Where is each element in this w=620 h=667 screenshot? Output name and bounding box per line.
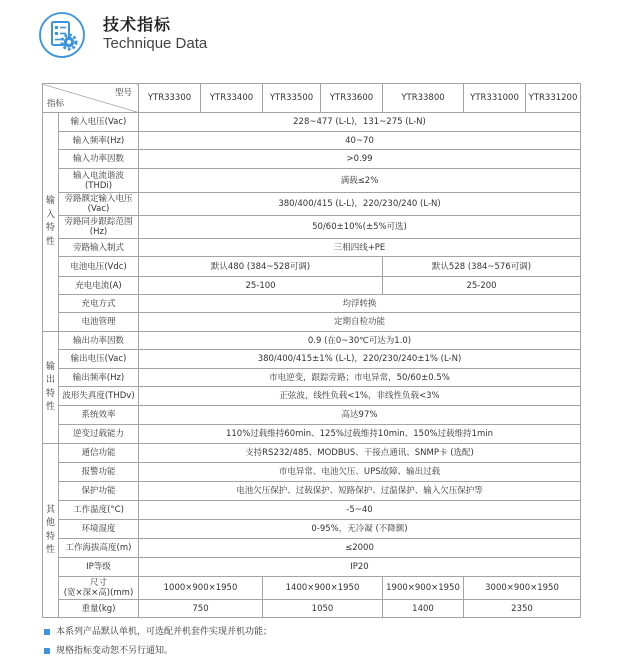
model-header: YTR331000 xyxy=(464,84,526,113)
row-altitude xyxy=(43,539,581,558)
spec-label: 输出电压(Vac) xyxy=(59,350,139,369)
spec-label: 环境湿度 xyxy=(59,520,139,539)
spec-value: 380/400/415 (L-L)，220/230/240 (L-N) xyxy=(139,193,581,216)
spec-value: 市电逆变，跟踪旁路；市电异常，50/60±0.5% xyxy=(139,369,581,387)
spec-label: 重量(kg) xyxy=(59,600,139,618)
row-charge-mode xyxy=(43,295,581,313)
row-bypass-input-system xyxy=(43,239,581,257)
row-system-efficiency xyxy=(43,406,581,425)
spec-label: 输出功率因数 xyxy=(59,332,139,350)
row-output-voltage xyxy=(43,350,581,369)
spec-value: 默认480 (384~528可调) xyxy=(139,257,383,277)
spec-label: 充电方式 xyxy=(59,295,139,313)
bullet-square-icon xyxy=(44,629,50,635)
spec-value: 1000×900×1950 xyxy=(139,577,263,600)
spec-label: 输入频率(Hz) xyxy=(59,132,139,150)
spec-label: 输入电压(Vac) xyxy=(59,113,139,132)
row-input-power-factor xyxy=(43,150,581,169)
model-header: YTR33800 xyxy=(383,84,464,113)
spec-value: 228~477 (L-L)，131~275 (L-N) xyxy=(139,113,581,132)
spec-value: 均浮转换 xyxy=(139,295,581,313)
spec-value: 3000×900×1950 xyxy=(464,577,581,600)
spec-value: 110%过载维持60min、125%过载维持10min、150%过载维持1min xyxy=(139,425,581,444)
spec-value: 满载≤2% xyxy=(139,169,581,193)
model-header: YTR33400 xyxy=(201,84,263,113)
spec-value: 40~70 xyxy=(139,132,581,150)
spec-label: 输入电流谐波 (THDi) xyxy=(59,169,139,193)
row-alarm xyxy=(43,463,581,482)
spec-value: 三相四线+PE xyxy=(139,239,581,257)
spec-value: -5~40 xyxy=(139,501,581,520)
group-label: 其他特性 xyxy=(46,504,56,555)
spec-value: 电池欠压保护、过载保护、短路保护、过温保护、输入欠压保护等 xyxy=(139,482,581,501)
model-header: YTR33300 xyxy=(139,84,201,113)
model-header: YTR331200 xyxy=(526,84,581,113)
row-battery-voltage xyxy=(43,257,581,277)
corner-cell xyxy=(43,84,139,113)
spec-value: 高达97% xyxy=(139,406,581,425)
spec-value: 0.9 (在0~30℃可达为1.0) xyxy=(139,332,581,350)
spec-value: IP20 xyxy=(139,558,581,577)
spec-value: 市电异常、电池欠压、UPS故障、输出过载 xyxy=(139,463,581,482)
spec-label: 旁路输入制式 xyxy=(59,239,139,257)
footnote-text: 本系列产品默认单机，可选配并机套件实现并机功能； xyxy=(56,627,273,637)
row-humidity xyxy=(43,520,581,539)
spec-label: 输出频率(Hz) xyxy=(59,369,139,387)
spec-label: 旁路同步跟踪范围 (Hz) xyxy=(59,216,139,239)
spec-label: 波形失真度(THDv) xyxy=(59,387,139,406)
model-header: YTR33500 xyxy=(263,84,321,113)
spec-value: 支持RS232/485、MODBUS、干接点通讯、SNMP卡 (选配) xyxy=(139,444,581,463)
bullet-square-icon xyxy=(44,648,50,654)
spec-label: 充电电流(A) xyxy=(59,277,139,295)
group-input-characteristics xyxy=(43,113,59,332)
spec-value: 750 xyxy=(139,600,263,618)
row-input-frequency xyxy=(43,132,581,150)
footnote-item xyxy=(42,627,272,637)
row-waveform-distortion xyxy=(43,387,581,406)
spec-label: 电池管理 xyxy=(59,313,139,332)
corner-index-label: 指标 xyxy=(47,99,65,109)
row-communication xyxy=(43,444,581,463)
spec-value: 默认528 (384~576可调) xyxy=(383,257,581,277)
spec-label: 系统效率 xyxy=(59,406,139,425)
row-charge-current xyxy=(43,277,581,295)
group-other-characteristics xyxy=(43,444,59,618)
spec-label: 通信功能 xyxy=(59,444,139,463)
spec-value: 1400 xyxy=(383,600,464,618)
spec-value: 25-100 xyxy=(139,277,383,295)
group-label: 输入特性 xyxy=(46,196,56,247)
corner-model-label: 型号 xyxy=(114,88,132,98)
row-output-power-factor xyxy=(43,332,581,350)
spec-value: 0-95%，无冷凝 (不降额) xyxy=(139,520,581,539)
spec-document-gear-icon xyxy=(38,11,86,59)
spec-value: 1900×900×1950 xyxy=(383,577,464,600)
row-bypass-sync-range xyxy=(43,216,581,239)
row-output-frequency xyxy=(43,369,581,387)
spec-label: 尺寸 (宽×深×高)(mm) xyxy=(59,577,139,600)
group-label: 输出特性 xyxy=(46,361,56,412)
spec-value: 25-200 xyxy=(383,277,581,295)
spec-label: 逆变过载能力 xyxy=(59,425,139,444)
footnote-item xyxy=(42,646,272,656)
model-header: YTR33600 xyxy=(321,84,383,113)
spec-value: 定期自检功能 xyxy=(139,313,581,332)
spec-label: 旁路额定输入电压 (Vac) xyxy=(59,193,139,216)
spec-value: >0.99 xyxy=(139,150,581,169)
footnotes xyxy=(42,627,272,665)
spec-label: 保护功能 xyxy=(59,482,139,501)
page-title: 技术指标 xyxy=(103,15,172,34)
page-subtitle: Technique Data xyxy=(103,35,208,52)
spec-value: 380/400/415±1% (L-L)，220/230/240±1% (L-N) xyxy=(139,350,581,369)
spec-value: ≤2000 xyxy=(139,539,581,558)
spec-label: 工作温度(°C) xyxy=(59,501,139,520)
spec-label: 电池电压(Vdc) xyxy=(59,257,139,277)
group-output-characteristics xyxy=(43,332,59,444)
spec-value: 1050 xyxy=(263,600,383,618)
spec-label: IP等级 xyxy=(59,558,139,577)
row-inverter-overload xyxy=(43,425,581,444)
spec-label: 输入功率因数 xyxy=(59,150,139,169)
row-weight xyxy=(43,600,581,618)
row-input-current-thdi xyxy=(43,169,581,193)
spec-value: 正弦波，线性负载<1%，非线性负载<3% xyxy=(139,387,581,406)
table-header-row xyxy=(43,84,581,113)
row-input-voltage xyxy=(43,113,581,132)
spec-value: 1400×900×1950 xyxy=(263,577,383,600)
spec-table xyxy=(42,83,581,618)
footnote-text: 规格指标变动恕不另行通知。 xyxy=(56,646,174,656)
spec-label: 报警功能 xyxy=(59,463,139,482)
spec-value: 50/60±10%(±5%可选) xyxy=(139,216,581,239)
row-protection xyxy=(43,482,581,501)
spec-value: 2350 xyxy=(464,600,581,618)
row-operating-temperature xyxy=(43,501,581,520)
row-bypass-rated-voltage xyxy=(43,193,581,216)
row-dimensions xyxy=(43,577,581,600)
row-battery-management xyxy=(43,313,581,332)
row-ip-rating xyxy=(43,558,581,577)
spec-label: 工作海拔高度(m) xyxy=(59,539,139,558)
